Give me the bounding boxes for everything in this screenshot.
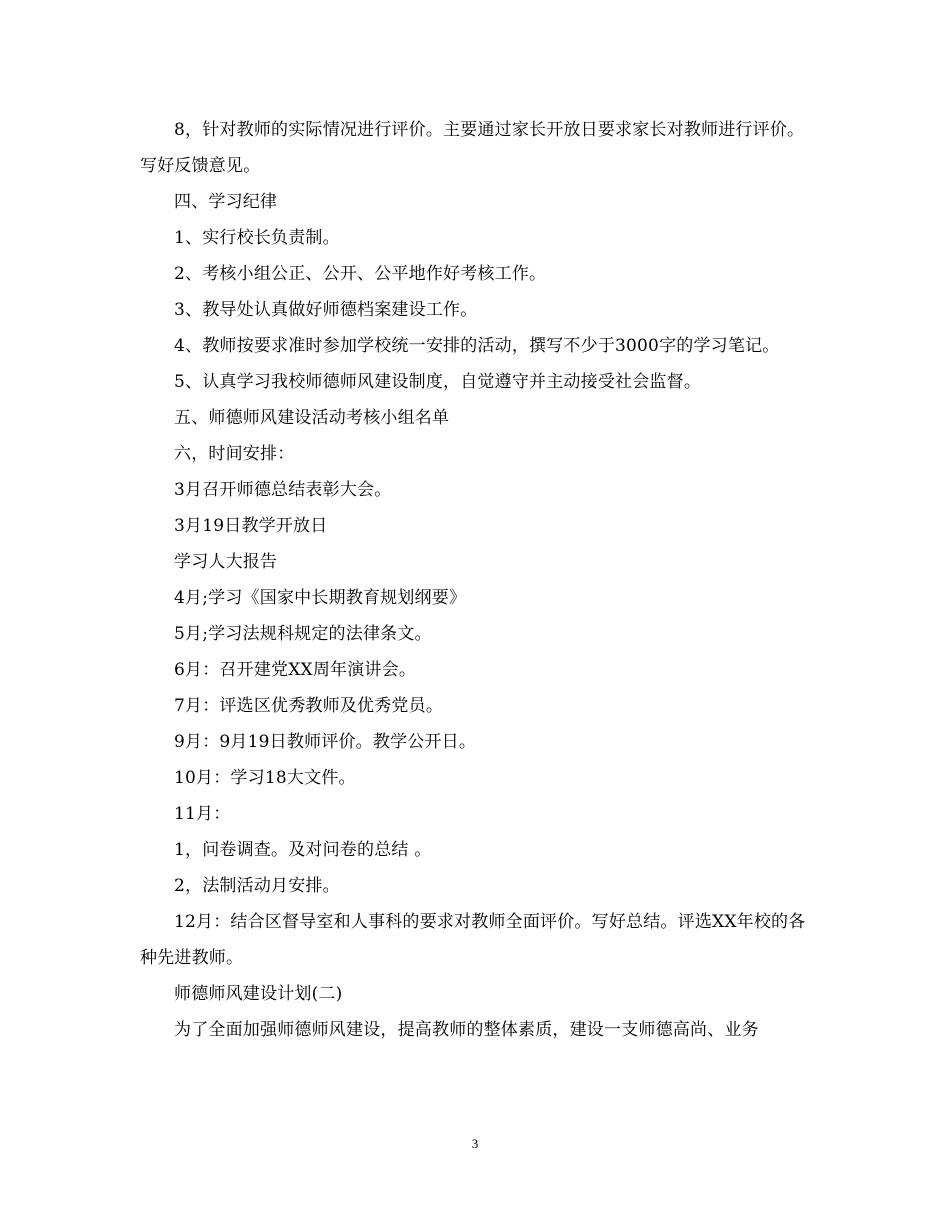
schedule-item: 9月：9月19日教师评价。教学公开日。 (174, 732, 477, 752)
page-number: 3 (471, 1136, 479, 1151)
schedule-item: 11月： (174, 804, 231, 824)
schedule-item: 3月召开师德总结表彰大会。 (174, 480, 392, 500)
schedule-item: 12月：结合区督导室和人事科的要求对教师全面评价。写好总结。评选XX年校的各种先进教师。 (140, 912, 806, 968)
list-item: 2，法制活动月安排。 (174, 876, 340, 896)
list-item: 1、实行校长负责制。 (174, 228, 340, 248)
schedule-item: 3月19日教学开放日 (174, 516, 328, 536)
schedule-item: 6月：召开建党XX周年演讲会。 (174, 660, 417, 680)
document-body (140, 112, 810, 1048)
schedule-item: 7月：评选区优秀教师及优秀党员。 (174, 696, 444, 716)
section-heading: 四、学习纪律 (174, 192, 278, 212)
list-item: 5、认真学习我校师德师风建设制度，自觉遵守并主动接受社会监督。 (174, 372, 702, 392)
schedule-item: 10月：学习18大文件。 (174, 768, 356, 788)
schedule-item: 5月;学习法规科规定的法律条文。 (174, 624, 432, 644)
section-title: 师德师风建设计划(二) (174, 984, 343, 1004)
list-item: 3、教导处认真做好师德档案建设工作。 (174, 300, 478, 320)
schedule-item: 4月;学习《国家中长期教育规划纲要》 (174, 588, 467, 608)
section-heading: 五、师德师风建设活动考核小组名单 (174, 408, 450, 428)
list-item: 4、教师按要求准时参加学校统一安排的活动，撰写不少于3000字的学习笔记。 (174, 336, 780, 356)
list-item: 2、考核小组公正、公开、公平地作好考核工作。 (174, 264, 547, 284)
section-heading: 六，时间安排： (174, 444, 295, 464)
list-item: 1，问卷调查。及对问卷的总结 。 (174, 840, 432, 860)
schedule-item: 学习人大报告 (174, 552, 278, 572)
paragraph: 为了全面加强师德师风建设，提高教师的整体素质，建设一支师德高尚、业务 (174, 1020, 759, 1040)
paragraph: 8，针对教师的实际情况进行评价。主要通过家长开放日要求家长对教师进行评价。写好反馈意见。 (140, 120, 805, 176)
